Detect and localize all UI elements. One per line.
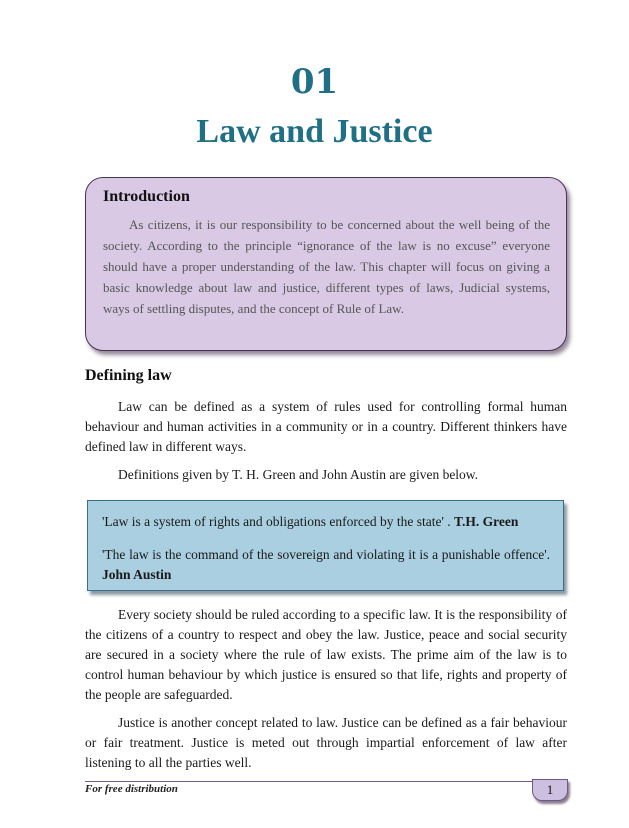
quote-austin <box>102 545 550 585</box>
quote-austin-text: 'The law is the command of the sovereign and violating it is a punishable offence'. <box>102 547 550 562</box>
quote-green <box>102 512 550 532</box>
definitions-quote-box <box>87 500 564 591</box>
quote-green-author: T.H. Green <box>454 514 519 529</box>
chapter-title: Law and Justice <box>196 113 433 150</box>
quote-green-text: 'Law is a system of rights and obligations enforced by the state' . <box>102 514 455 529</box>
introduction-heading: Introduction <box>103 188 190 205</box>
chapter-number: 01 <box>290 62 339 102</box>
paragraph-law-definition: Law can be defined as a system of rules used for controlling formal human behaviour and human activities in a community or in a country. Different thinkers have defined law in different ways. <box>85 399 567 454</box>
quote-austin-author: John Austin <box>102 567 172 582</box>
footer-divider <box>85 781 545 782</box>
paragraph-justice: Justice is another concept related to law. Justice can be defined as a fair behaviour or fair treatment. Justice is meted out through impartial enforcement of law after listening to all the parties well. <box>85 715 567 770</box>
paragraph-definitions-intro: Definitions given by T. H. Green and John Austin are given below. <box>118 467 479 482</box>
footer-distribution-note: For free distribution <box>85 783 178 795</box>
introduction-text: As citizens, it is our responsibility to be concerned about the well being of the society. According to the principle “ignorance of the law is no excuse” everyone should have a proper understanding of the law. This chapter will focus on giving a basic knowledge about law and justice, different types of laws, Judicial systems, ways of settling disputes, and the concept of Rule of Law. <box>103 217 550 316</box>
paragraph-rule-of-law: Every society should be ruled according to a specific law. It is the responsibility of the citizens of a country to respect and obey the law. Justice, peace and social security are secured in a society where the rule of law exists. The prime aim of the law is to control human behaviour by which justice is ensured so that life, rights and property of the people are safeguarded. <box>85 607 567 702</box>
section-heading-defining-law: Defining law <box>85 367 172 384</box>
page-number: 1 <box>532 779 568 801</box>
introduction-box <box>85 177 567 351</box>
